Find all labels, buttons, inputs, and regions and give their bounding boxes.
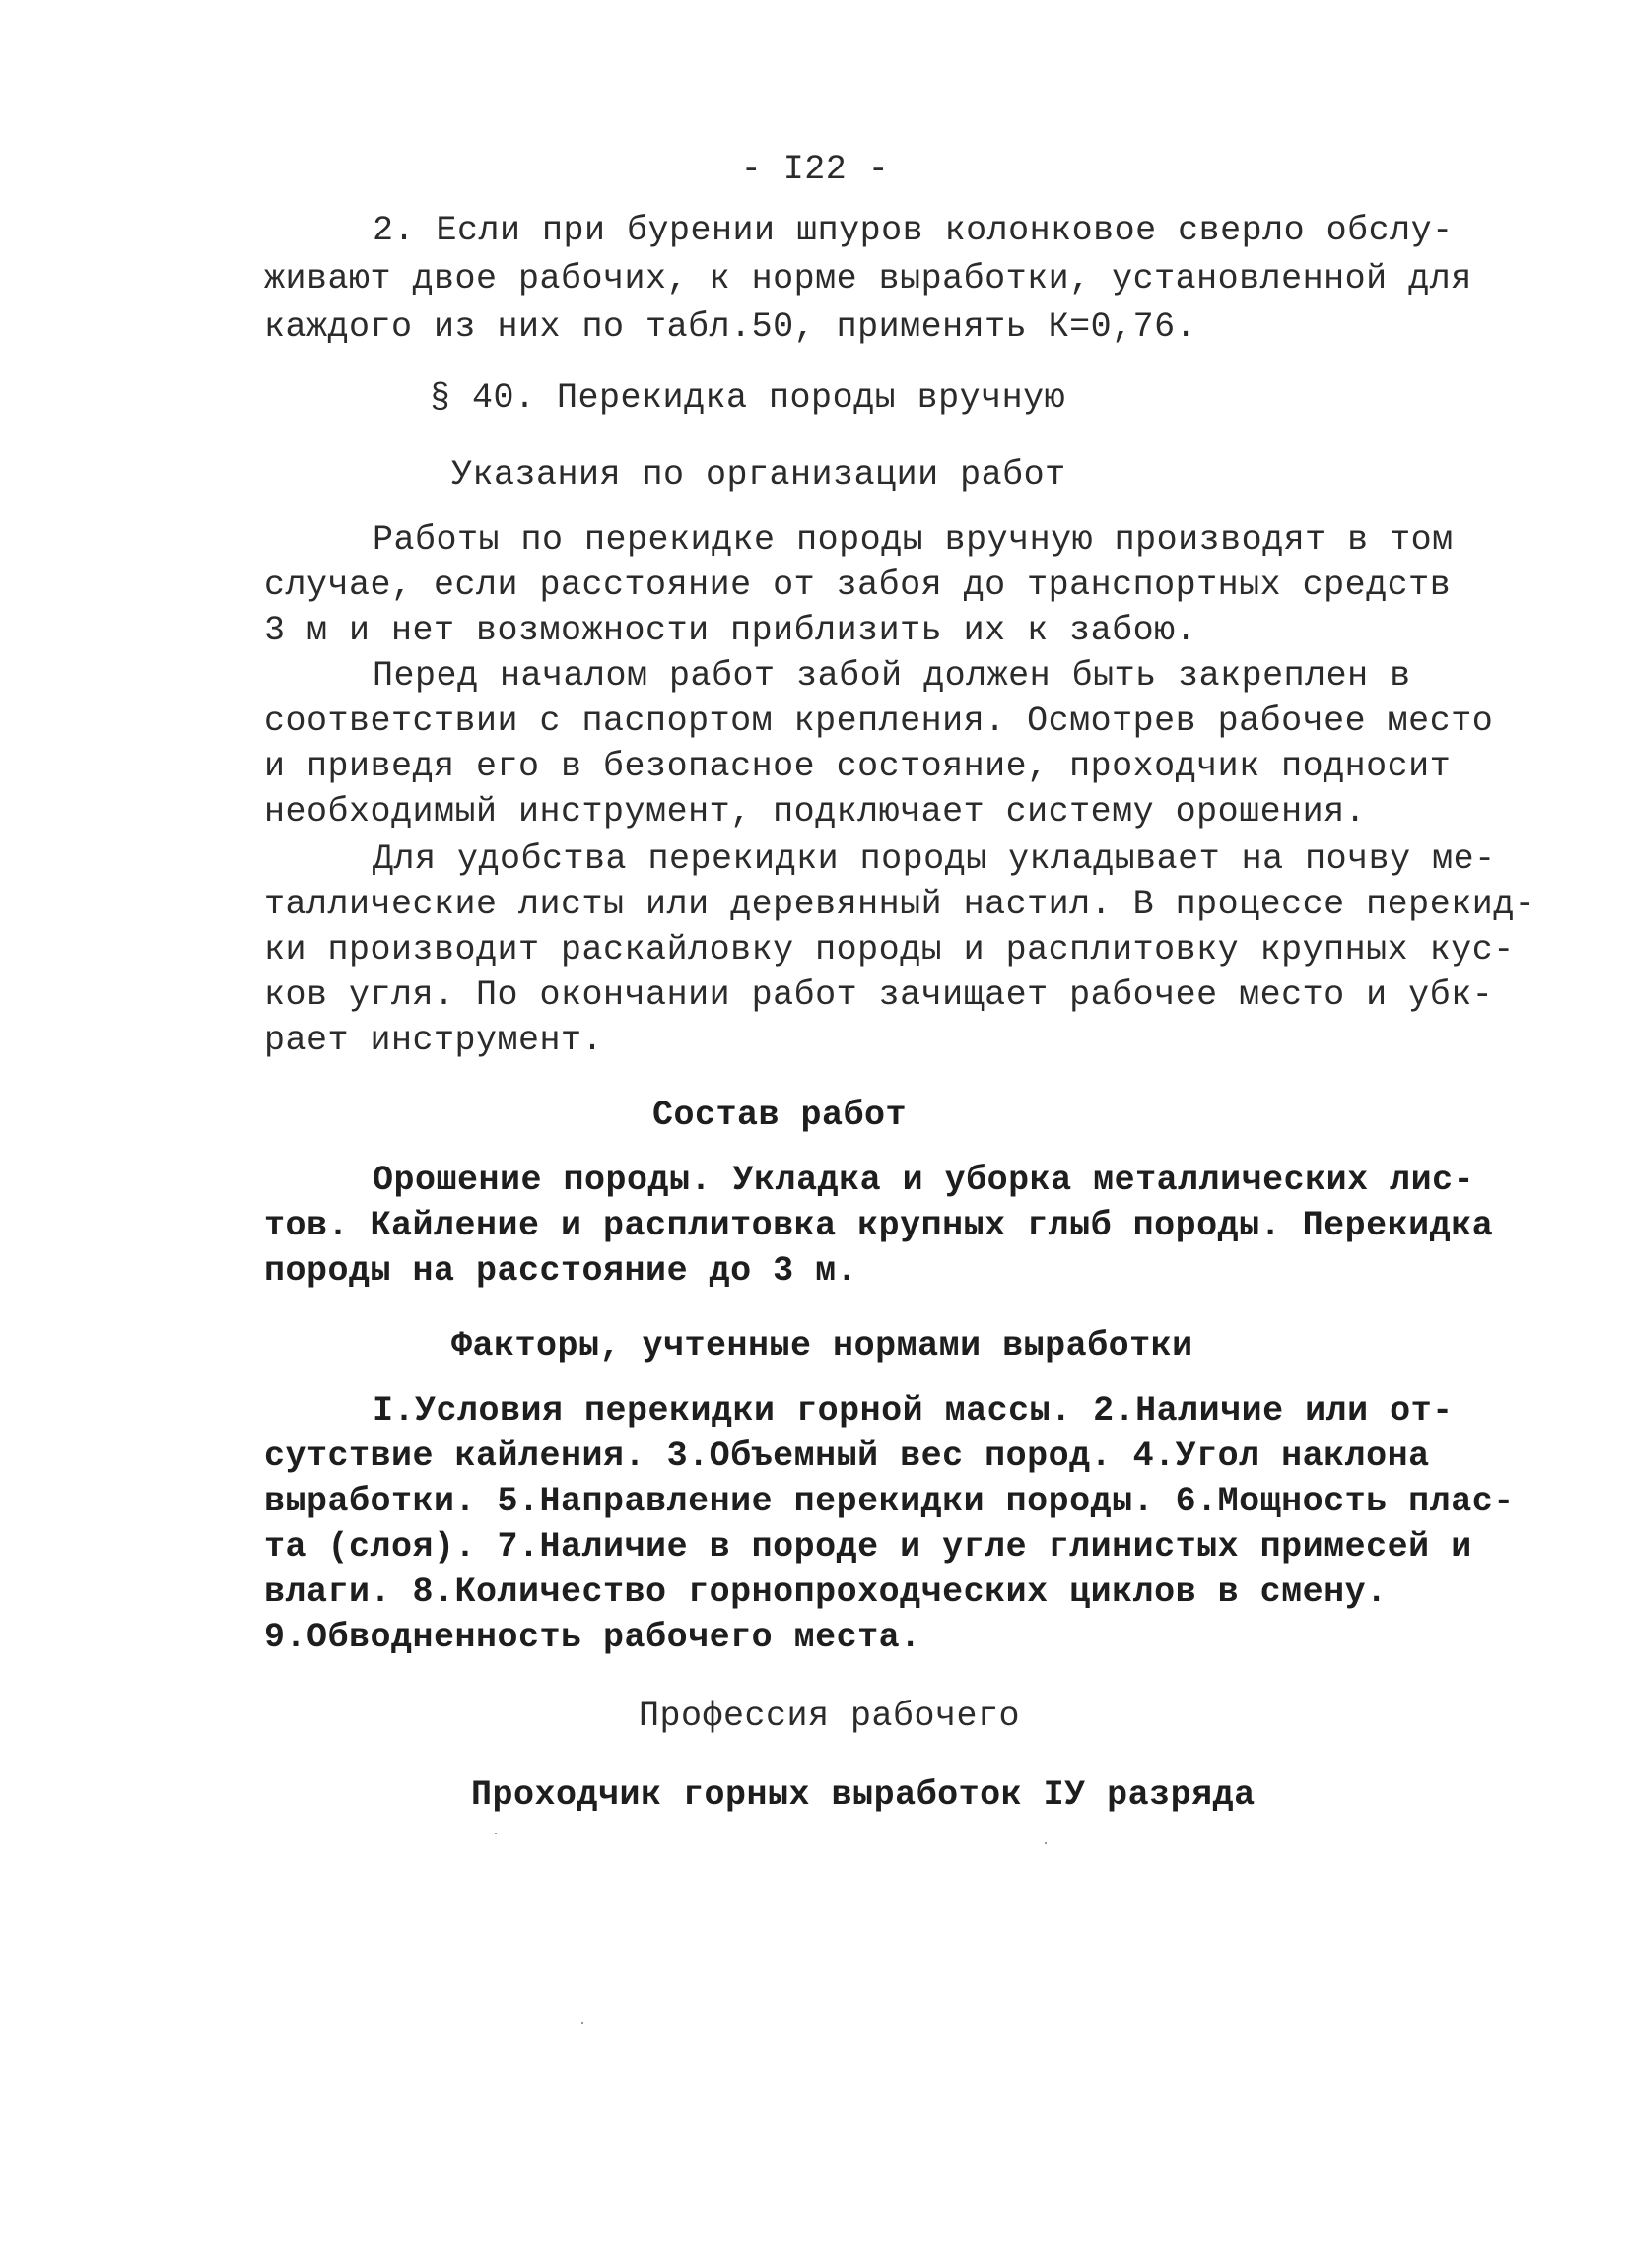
text-line: рает инструмент.: [264, 1021, 604, 1060]
text-line: сутствие кайления. 3.Объемный вес пород. 4.Угол наклона: [264, 1436, 1430, 1476]
text-line: породы на расстояние до 3 м.: [264, 1251, 858, 1291]
text-line: и приведя его в безопасное состояние, проходчик подносит: [264, 747, 1452, 786]
text-line: I.Условия перекидки горной массы. 2.Наличие или от-: [373, 1391, 1454, 1431]
factors-heading: Факторы, учтенные нормами выработки: [451, 1326, 1193, 1366]
text-line: таллические листы или деревянный настил. В процессе перекид-: [264, 885, 1536, 924]
text-line: 3 м и нет возможности приблизить их к забою.: [264, 611, 1197, 650]
text-line: ков угля. По окончании работ зачищает рабочее место и убк-: [264, 975, 1494, 1015]
text-line: 2. Если при бурении шпуров колонковое сверло обслу-: [373, 211, 1454, 250]
text-line: тов. Кайление и расплитовка крупных глыб породы. Перекидка: [264, 1206, 1494, 1245]
text-line: случае, если расстояние от забоя до транспортных средств: [264, 566, 1452, 605]
text-line: выработки. 5.Направление перекидки породы. 6.Мощность плас-: [264, 1482, 1515, 1521]
scan-speck: [1045, 1842, 1047, 1844]
text-line: влаги. 8.Количество горнопроходческих циклов в смену.: [264, 1572, 1388, 1612]
text-line: живают двое рабочих, к норме выработки, установленной для: [264, 259, 1472, 299]
section-title: § 40. Перекидка породы вручную: [430, 378, 1066, 418]
text-line: необходимый инструмент, подключает систему орошения.: [264, 792, 1367, 832]
instructions-heading: Указания по организации работ: [451, 455, 1066, 495]
profession-value: Проходчик горных выработок IУ разряда: [471, 1775, 1256, 1815]
text-line: соответствии с паспортом крепления. Осмотрев рабочее место: [264, 701, 1494, 741]
composition-heading: Состав работ: [652, 1096, 908, 1135]
text-line: 9.Обводненность рабочего места.: [264, 1618, 921, 1657]
scan-speck: [581, 2022, 583, 2024]
text-line: Работы по перекидке породы вручную производят в том: [373, 520, 1454, 560]
text-line: Орошение породы. Укладка и уборка металлических лис-: [373, 1161, 1475, 1200]
scan-speck: [495, 1833, 497, 1834]
text-line: Перед началом работ забой должен быть закреплен в: [373, 656, 1411, 696]
text-line: ки производит раскайловку породы и расплитовку крупных кус-: [264, 930, 1515, 969]
page-number: - I22 -: [740, 150, 890, 189]
text-line: та (слоя). 7.Наличие в породе и угле глинистых примесей и: [264, 1527, 1472, 1567]
text-line: каждого из них по табл.50, применять К=0,76.: [264, 307, 1197, 347]
profession-heading: Профессия рабочего: [639, 1697, 1021, 1736]
text-line: Для удобства перекидки породы укладывает на почву ме-: [373, 839, 1496, 879]
